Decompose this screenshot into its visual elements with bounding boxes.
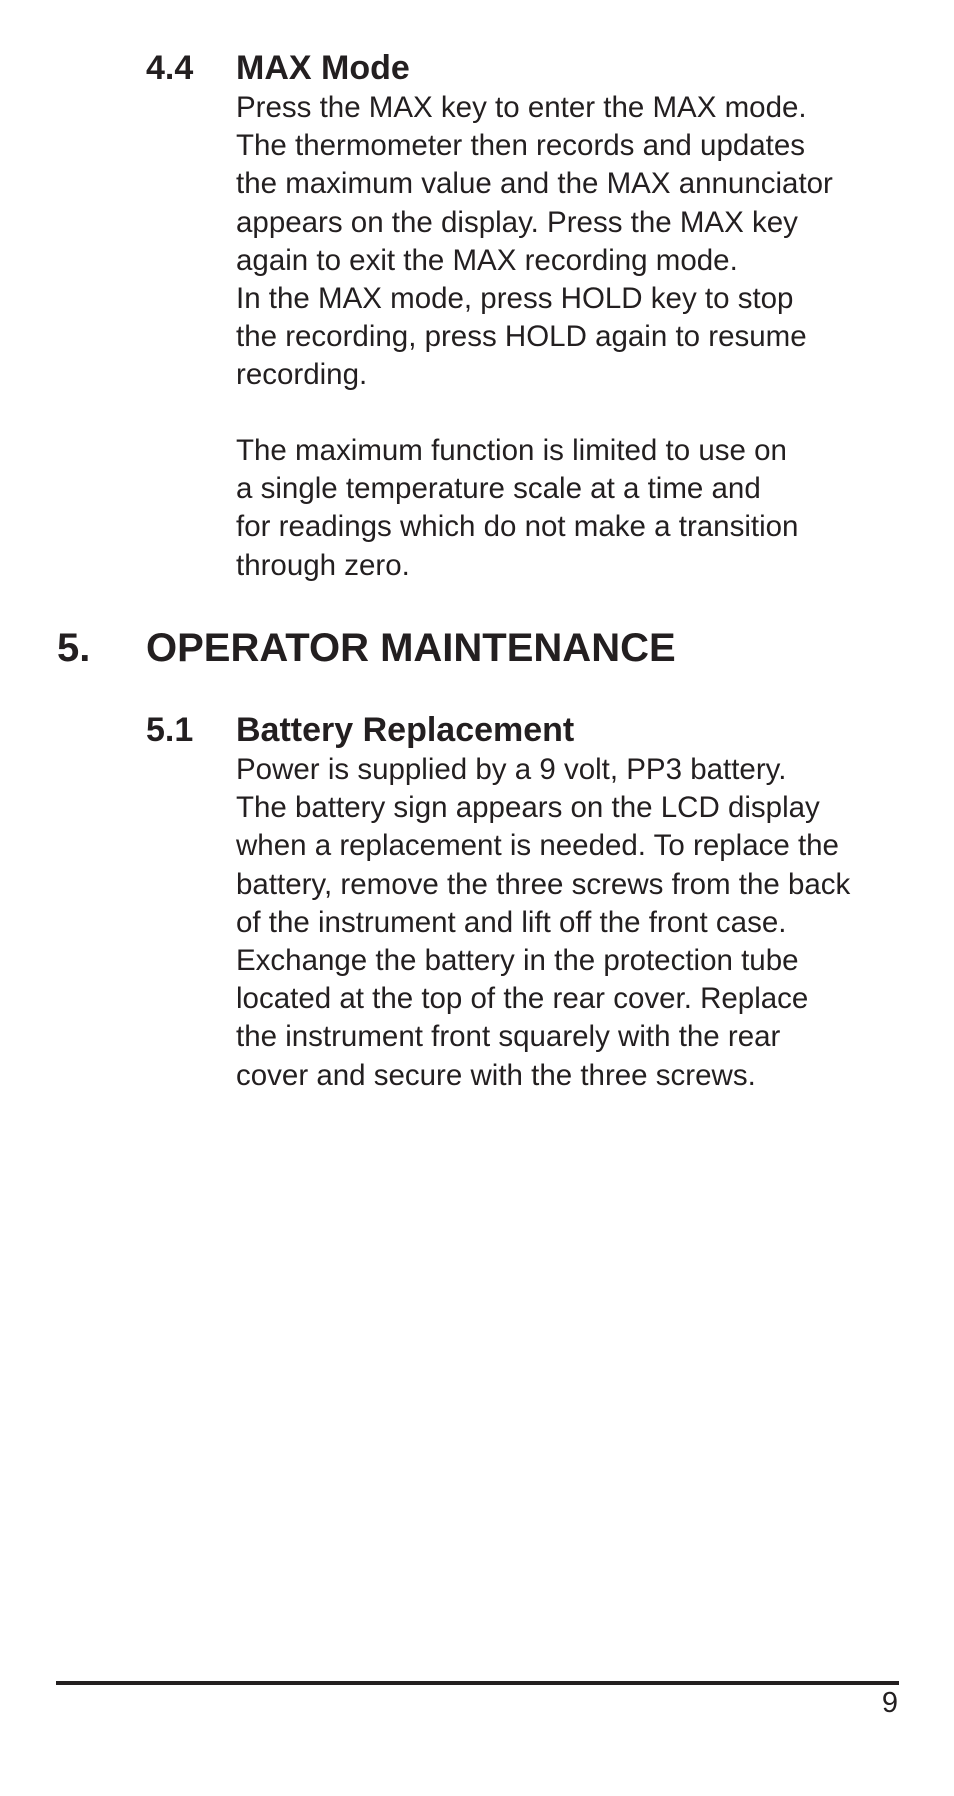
footer-rule: [56, 1681, 899, 1685]
section-4-4-title: MAX Mode: [236, 49, 410, 87]
note-line: for readings which do not make a transition: [236, 510, 799, 544]
section-5-title: OPERATOR MAINTENANCE: [146, 626, 676, 670]
note-line: a single temperature scale at a time and: [236, 472, 761, 506]
section-4-4-body: [236, 89, 916, 395]
section-4-4-note: [236, 432, 916, 585]
body-line: located at the top of the rear cover. Replace: [236, 982, 809, 1016]
body-line: the recording, press HOLD again to resume: [236, 320, 807, 354]
page-number: 9: [881, 1687, 898, 1719]
body-line: Press the MAX key to enter the MAX mode.: [236, 91, 807, 124]
body-line: battery, remove the three screws from the back: [236, 867, 851, 901]
body-line: The thermometer then records and updates: [236, 129, 806, 163]
body-line: Exchange the battery in the protection tube: [236, 944, 799, 978]
body-line: cover and secure with the three screws.: [236, 1058, 756, 1092]
body-line: of the instrument and lift off the front case.: [236, 905, 787, 939]
body-line: In the MAX mode, press HOLD key to stop: [236, 282, 794, 316]
body-line: the maximum value and the MAX annunciator: [236, 167, 833, 201]
body-line: again to exit the MAX recording mode.: [236, 243, 738, 277]
body-line: the instrument front squarely with the rear: [236, 1020, 781, 1054]
body-line: appears on the display. Press the MAX key: [236, 205, 798, 239]
note-line: through zero.: [236, 548, 410, 582]
body-line: recording.: [236, 358, 368, 392]
section-4-4-number: 4.4: [146, 49, 194, 87]
body-line: when a replacement is needed. To replace the: [236, 829, 839, 863]
note-line: The maximum function is limited to use on: [236, 434, 787, 467]
section-5-number: 5.: [57, 626, 91, 670]
section-5-1-body: [236, 751, 916, 1095]
section-5-1-number: 5.1: [146, 711, 194, 749]
body-line: The battery sign appears on the LCD display: [236, 791, 820, 825]
section-5-1-title: Battery Replacement: [236, 711, 575, 749]
body-line: Power is supplied by a 9 volt, PP3 battery.: [236, 753, 787, 786]
